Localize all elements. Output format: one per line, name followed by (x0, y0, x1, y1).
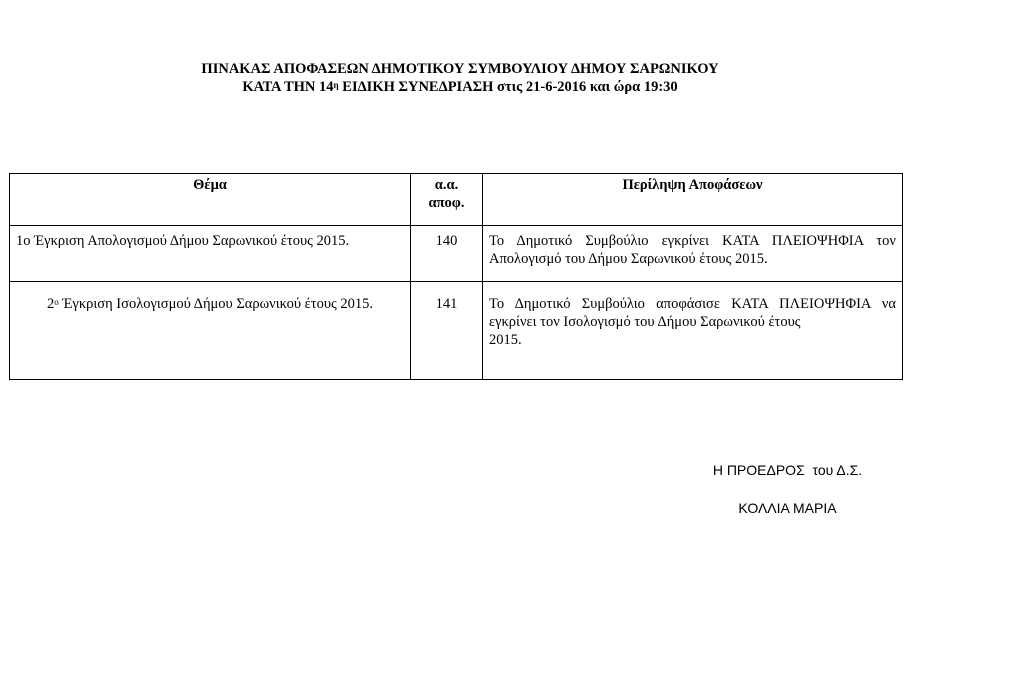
document-subtitle (0, 78, 920, 96)
header-subject: Θέμα (10, 174, 411, 226)
header-summary: Περίληψη Αποφάσεων (483, 174, 903, 226)
row-decision-number: 140 (411, 226, 483, 282)
subtitle-superscript: η (333, 80, 339, 90)
signature-name: ΚΟΛΛΙΑ ΜΑΡΙΑ (738, 500, 837, 516)
header-number (411, 174, 483, 226)
table-row (10, 226, 903, 282)
row-subject (10, 282, 411, 380)
subject-ordinal: 2 (46, 296, 55, 312)
subject-ordinal-group (47, 296, 59, 312)
title-line-1: ΠΙΝΑΚΑΣ ΑΠΟΦΑΣΕΩΝ ΔΗΜΟΤΙΚΟΥ ΣΥΜΒΟΥΛΙΟΥ ΔΗΜΟΥ ΣΑΡΩΝΙΚΟΥ (201, 61, 719, 77)
row-summary-text: Το Δημοτικό Συμβούλιο αποφάσισε ΚΑΤΑ ΠΛΕΙΟΨΗΦΙΑ να εγκρίνει τον Ισολογισμό του Δήμου Σαρωνικού έτους (489, 296, 896, 330)
row-summary: Το Δημοτικό Συμβούλιο εγκρίνει ΚΑΤΑ ΠΛΕΙΟΨΗΦΙΑ τον Απολογισμό του Δήμου Σαρωνικού έτους 2015. (483, 226, 903, 282)
table-row (10, 282, 903, 380)
subtitle-prefix: ΚΑΤΑ ΤΗΝ 14 (242, 79, 334, 95)
subtitle-suffix: ΕΙΔΙΚΗ ΣΥΝΕΔΡΙΑΣΗ στις 21-6-2016 και ώρα 19:30 (338, 79, 678, 95)
decisions-table (9, 173, 903, 380)
row-summary (483, 282, 903, 380)
header-number-line2: αποφ. (428, 195, 465, 211)
subject-text: Έγκριση Ισολογισμού Δήμου Σαρωνικού έτους 2015. (58, 296, 374, 312)
subject-ordinal-superscript: ο (54, 297, 59, 307)
row-subject: 1ο Έγκριση Απολογισμού Δήμου Σαρωνικού έτους 2015. (10, 226, 411, 282)
signature-title: Η ΠΡΟΕΔΡΟΣ του Δ.Σ. (712, 462, 863, 478)
table-header-row (10, 174, 903, 226)
row-summary-last-line: 2015. (489, 332, 522, 348)
row-decision-number: 141 (411, 282, 483, 380)
header-number-line1: α.α. (434, 177, 459, 193)
document-title (0, 60, 920, 78)
